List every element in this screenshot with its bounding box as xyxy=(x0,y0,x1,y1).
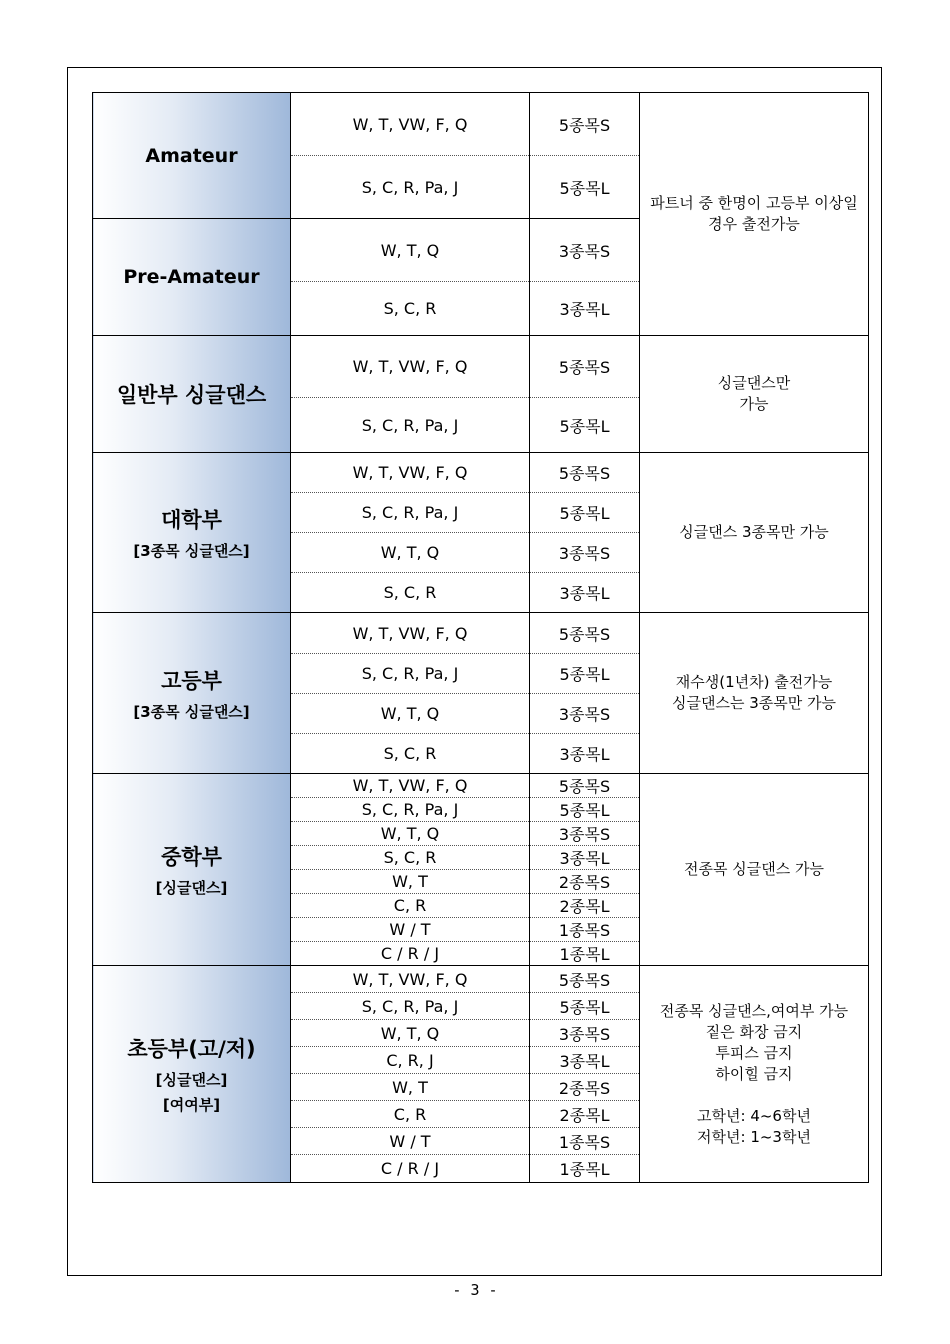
category-cell xyxy=(93,774,291,966)
note-line: 파트너 중 한명이 고등부 이상일 xyxy=(650,194,858,212)
dance-list: S, C, R xyxy=(291,734,530,774)
event-count: 2종목L xyxy=(530,894,640,918)
note-line: 재수생(1년차) 출전가능 xyxy=(675,673,833,691)
dance-list: W, T, Q xyxy=(291,1020,530,1047)
event-count: 5종목L xyxy=(530,398,640,453)
dance-list: S, C, R, Pa, J xyxy=(291,798,530,822)
category-table xyxy=(92,92,869,1183)
event-count: 5종목S xyxy=(530,613,640,654)
dance-list: W, T, VW, F, Q xyxy=(291,453,530,493)
event-count: 5종목S xyxy=(530,336,640,398)
table-row xyxy=(93,336,869,398)
table-row xyxy=(93,966,869,993)
note-line: 경우 출전가능 xyxy=(708,215,800,233)
note-cell xyxy=(640,613,869,774)
dance-list: W, T, Q xyxy=(291,533,530,573)
event-count: 5종목L xyxy=(530,993,640,1020)
category-name: 중학부 xyxy=(161,845,222,869)
event-count: 5종목L xyxy=(530,493,640,533)
event-count: 1종목L xyxy=(530,942,640,966)
dance-list: S, C, R xyxy=(291,846,530,870)
note-line: 싱글댄스 3종목만 가능 xyxy=(679,523,829,541)
dance-list: W, T, VW, F, Q xyxy=(291,966,530,993)
category-subtitle: [3종목 싱글댄스] xyxy=(133,702,250,721)
category-name: 대학부 xyxy=(161,508,222,532)
note-spacer xyxy=(640,1085,868,1106)
event-count: 3종목S xyxy=(530,822,640,846)
note-line: 투피스 금지 xyxy=(715,1043,793,1062)
note-line: 싱글댄스만 xyxy=(717,374,791,392)
event-count: 3종목L xyxy=(530,846,640,870)
event-count: 3종목L xyxy=(530,1047,640,1074)
category-name: 일반부 싱글댄스 xyxy=(116,383,267,407)
page-number: - 3 - xyxy=(452,1281,498,1299)
table-row xyxy=(93,453,869,493)
dance-list: W, T, VW, F, Q xyxy=(291,336,530,398)
table-row xyxy=(93,774,869,798)
dance-list: S, C, R xyxy=(291,282,530,336)
category-name: 초등부(고/저) xyxy=(127,1037,256,1061)
category-subtitle: [3종목 싱글댄스] xyxy=(133,542,250,560)
dance-list: W, T, Q xyxy=(291,694,530,734)
note-line: 가능 xyxy=(739,395,769,413)
dance-list: C, R, J xyxy=(291,1047,530,1074)
table-row xyxy=(93,93,869,156)
dance-list: W, T, VW, F, Q xyxy=(291,774,530,798)
dance-list: W / T xyxy=(291,918,530,942)
note-line: 싱글댄스는 3종목만 가능 xyxy=(672,694,836,712)
note-cell xyxy=(640,774,869,966)
note-line: 고학년: 4~6학년 xyxy=(697,1106,811,1125)
category-subtitle: [싱글댄스] xyxy=(155,1071,228,1089)
event-count: 3종목L xyxy=(530,573,640,613)
event-count: 1종목S xyxy=(530,918,640,942)
event-count: 1종목L xyxy=(530,1155,640,1183)
event-count: 5종목S xyxy=(530,774,640,798)
category-cell xyxy=(93,966,291,1183)
event-count: 3종목S xyxy=(530,694,640,734)
event-count: 3종목S xyxy=(530,219,640,282)
dance-list: W, T, VW, F, Q xyxy=(291,613,530,654)
dance-list: C, R xyxy=(291,894,530,918)
table-row xyxy=(93,613,869,654)
category-cell xyxy=(93,93,291,219)
event-count: 3종목L xyxy=(530,734,640,774)
dance-list: W, T, Q xyxy=(291,822,530,846)
dance-list: S, C, R, Pa, J xyxy=(291,493,530,533)
event-count: 1종목S xyxy=(530,1128,640,1155)
category-subtitle: [싱글댄스] xyxy=(155,879,228,897)
dance-list: W, T, Q xyxy=(291,219,530,282)
note-line: 전종목 싱글댄스 가능 xyxy=(684,860,824,878)
note-cell xyxy=(640,336,869,453)
dance-list: W, T xyxy=(291,1074,530,1101)
event-count: 5종목S xyxy=(530,966,640,993)
dance-list: S, C, R, Pa, J xyxy=(291,993,530,1020)
event-count: 2종목S xyxy=(530,1074,640,1101)
note-line: 짙은 화장 금지 xyxy=(705,1022,803,1041)
event-count: 5종목L xyxy=(530,654,640,694)
event-count: 5종목S xyxy=(530,93,640,156)
event-count: 3종목S xyxy=(530,533,640,573)
dance-list: W, T, VW, F, Q xyxy=(291,93,530,156)
dance-list: S, C, R xyxy=(291,573,530,613)
event-count: 5종목L xyxy=(530,156,640,219)
note-cell xyxy=(640,93,869,336)
event-count: 3종목L xyxy=(530,282,640,336)
category-name: 고등부 xyxy=(161,668,222,693)
category-name: Pre-Amateur xyxy=(123,266,260,288)
event-count: 5종목L xyxy=(530,798,640,822)
dance-list: C, R xyxy=(291,1101,530,1128)
note-line: 하이힐 금지 xyxy=(715,1064,793,1083)
dance-list: W / T xyxy=(291,1128,530,1155)
event-count: 2종목L xyxy=(530,1101,640,1128)
dance-list: C / R / J xyxy=(291,942,530,966)
event-count: 2종목S xyxy=(530,870,640,894)
category-cell xyxy=(93,336,291,453)
note-cell xyxy=(640,966,869,1183)
category-cell xyxy=(93,453,291,613)
dance-list: S, C, R, Pa, J xyxy=(291,654,530,694)
dance-list: C / R / J xyxy=(291,1155,530,1183)
event-count: 5종목S xyxy=(530,453,640,493)
dance-list: W, T xyxy=(291,870,530,894)
category-name: Amateur xyxy=(145,144,238,167)
category-subtitle: [여여부] xyxy=(162,1096,221,1114)
category-cell xyxy=(93,613,291,774)
dance-list: S, C, R, Pa, J xyxy=(291,398,530,453)
note-line: 전종목 싱글댄스,여여부 가능 xyxy=(659,1001,849,1020)
event-count: 3종목S xyxy=(530,1020,640,1047)
dance-list: S, C, R, Pa, J xyxy=(291,156,530,219)
note-cell xyxy=(640,453,869,613)
category-cell xyxy=(93,219,291,336)
note-line: 저학년: 1~3학년 xyxy=(697,1127,811,1146)
